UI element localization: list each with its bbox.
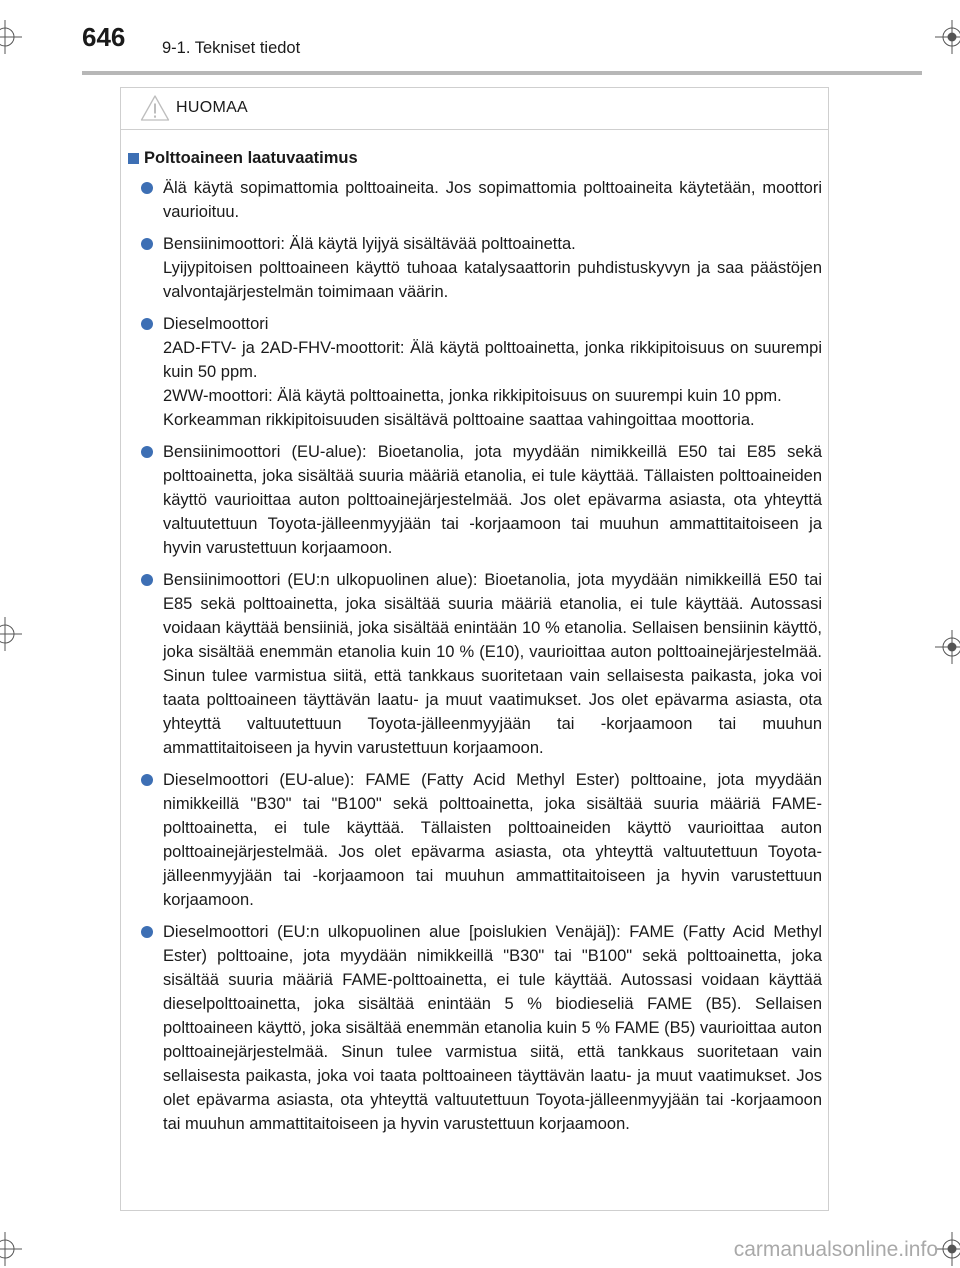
paragraph: Bensiinimoottori (EU-alue): Bioetanolia, jota myydään nimikkeillä E50 tai E85 sekä polttoainetta, joka sisältää suuria määriä etanolia, ei tule käyttää. Tällaisten polttoaineiden käyttö vaurioittaa auton polttoainejärjestelmää. Jos olet epävarma asiasta, ota yhteyttä valtuutettuun Toyota-jälleenmyyjään tai -korjaamoon tai muuhun ammattitaitoiseen ja hyvin varustettuun korjaamoon. [163, 443, 822, 557]
paragraph: Bensiinimoottori (EU:n ulkopuolinen alue): Bioetanolia, jota myydään nimikkeillä E50 tai E85 sekä polttoainetta, joka sisältää suuria määriä etanolia, ei tule käyttää. Autossasi voidaan käyttää bensiiniä, joka sisältää enintään 10 % etanolia. Sellaisen bensiinin käyttö, joka sisältää enemmän etanolia kuin 10 % (E10), vaurioittaa auton polttoainejärjestelmää. Sinun tulee varmistua siitä, että tankkaus suoritetaan vain sellaisesta paikasta, joka voi taata polttoaineen täyttävän laatu- ja muut vaatimukset. Jos olet epävarma asiasta, ota yhteyttä valtuutettuun Toyota-jälleenmyyjään tai -korjaamoon tai muuhun ammattitaitoiseen ja hyvin varustettuun korjaamoon. [163, 571, 822, 757]
circle-bullet-icon [141, 182, 153, 194]
paragraph: Älä käytä sopimattomia polttoaineita. Jos sopimattomia polttoaineita käytetään, moottori vaurioituu. [163, 179, 822, 221]
circle-bullet-icon [141, 774, 153, 786]
list-item [128, 176, 822, 224]
paragraph: Bensiinimoottori: Älä käytä lyijyä sisältävää polttoainetta. [163, 235, 576, 253]
circle-bullet-icon [141, 926, 153, 938]
circle-bullet-icon [141, 574, 153, 586]
notice-label: HUOMAA [176, 99, 249, 116]
crop-mark-top-left [0, 20, 22, 54]
paragraph: Dieselmoottori [163, 315, 269, 333]
square-bullet-icon [128, 153, 139, 164]
crop-mark-middle-right [935, 630, 960, 664]
circle-bullet-icon [141, 446, 153, 458]
fuel-quality-heading-text: Polttoaineen laatuvaatimus [144, 149, 358, 167]
warning-triangle-icon [140, 94, 170, 122]
paragraph: 2AD-FTV- ja 2AD-FHV-moottorit: Älä käytä polttoainetta, jonka rikkipitoisuus on suurempi kuin 50 ppm. [163, 339, 822, 381]
crop-mark-top-right [935, 20, 960, 54]
list-item [128, 440, 822, 560]
notice-box [120, 87, 829, 1211]
list-item [128, 768, 822, 912]
paragraph: Lyijypitoisen polttoaineen käyttö tuhoaa katalysaattorin puhdistuskyvyn ja saa päästöjen valvontajärjestelmän toimimaan väärin. [163, 259, 822, 301]
list-item [128, 312, 822, 432]
circle-bullet-icon [141, 318, 153, 330]
notice-body [121, 130, 828, 1136]
list-item [128, 232, 822, 304]
requirements-list [128, 176, 822, 1136]
fuel-quality-heading [128, 146, 822, 170]
circle-bullet-icon [141, 238, 153, 250]
list-item [128, 920, 822, 1136]
paragraph: Dieselmoottori (EU:n ulkopuolinen alue [poislukien Venäjä]): FAME (Fatty Acid Methyl Ester) polttoaine, jota myydään nimikkeillä "B30" tai "B100" sekä polttoainetta, joka sisältää suuria määriä FAME-polttoainetta, ei tule käyttää. Autossasi voidaan käyttää dieselpolttoainetta, joka sisältää enintään 5 % biodieseliä FAME (B5). Sellaisen polttoaineen käyttö, joka sisältää enemmän etanolia kuin 5 % FAME (B5) vaurioittaa auton polttoainejärjestelmää. Sinun tulee varmistua siitä, että tankkaus suoritetaan vain sellaisesta paikasta, joka voi taata polttoaineen täyttävän laatu- ja muut vaatimukset. Jos olet epävarma asiasta, ota yhteyttä valtuutettuun Toyota-jälleenmyyjään tai -korjaamoon tai muuhun ammattitaitoiseen ja hyvin varustettuun korjaamoon. [163, 923, 822, 1133]
crop-mark-bottom-left [0, 1232, 22, 1266]
list-item [128, 568, 822, 760]
watermark: carmanualsonline.info [733, 1238, 938, 1261]
crop-mark-middle-left [0, 617, 22, 651]
crop-mark-bottom-right [935, 1232, 960, 1266]
notice-header [121, 88, 828, 130]
page-number: 646 [82, 22, 126, 52]
paragraph: 2WW-moottori: Älä käytä polttoainetta, jonka rikkipitoisuus on suurempi kuin 10 ppm. [163, 387, 782, 405]
paragraph: Korkeamman rikkipitoisuuden sisältävä polttoaine saattaa vahingoittaa moottoria. [163, 411, 755, 429]
paragraph: Dieselmoottori (EU-alue): FAME (Fatty Acid Methyl Ester) polttoaine, jota myydään nimikkeillä "B30" tai "B100" sekä polttoainetta, joka sisältää suuria määriä FAME-polttoainetta, ei tule käyttää. Tällaisten polttoaineiden käyttö vaurioittaa auton polttoainejärjestelmää. Jos olet epävarma asiasta, ota yhteyttä valtuutettuun Toyota-jälleenmyyjään tai -korjaamoon tai muuhun ammattitaitoiseen ja hyvin varustettuun korjaamoon. [163, 771, 822, 909]
header-rule [82, 71, 922, 75]
section-title: 9-1. Tekniset tiedot [162, 39, 301, 57]
